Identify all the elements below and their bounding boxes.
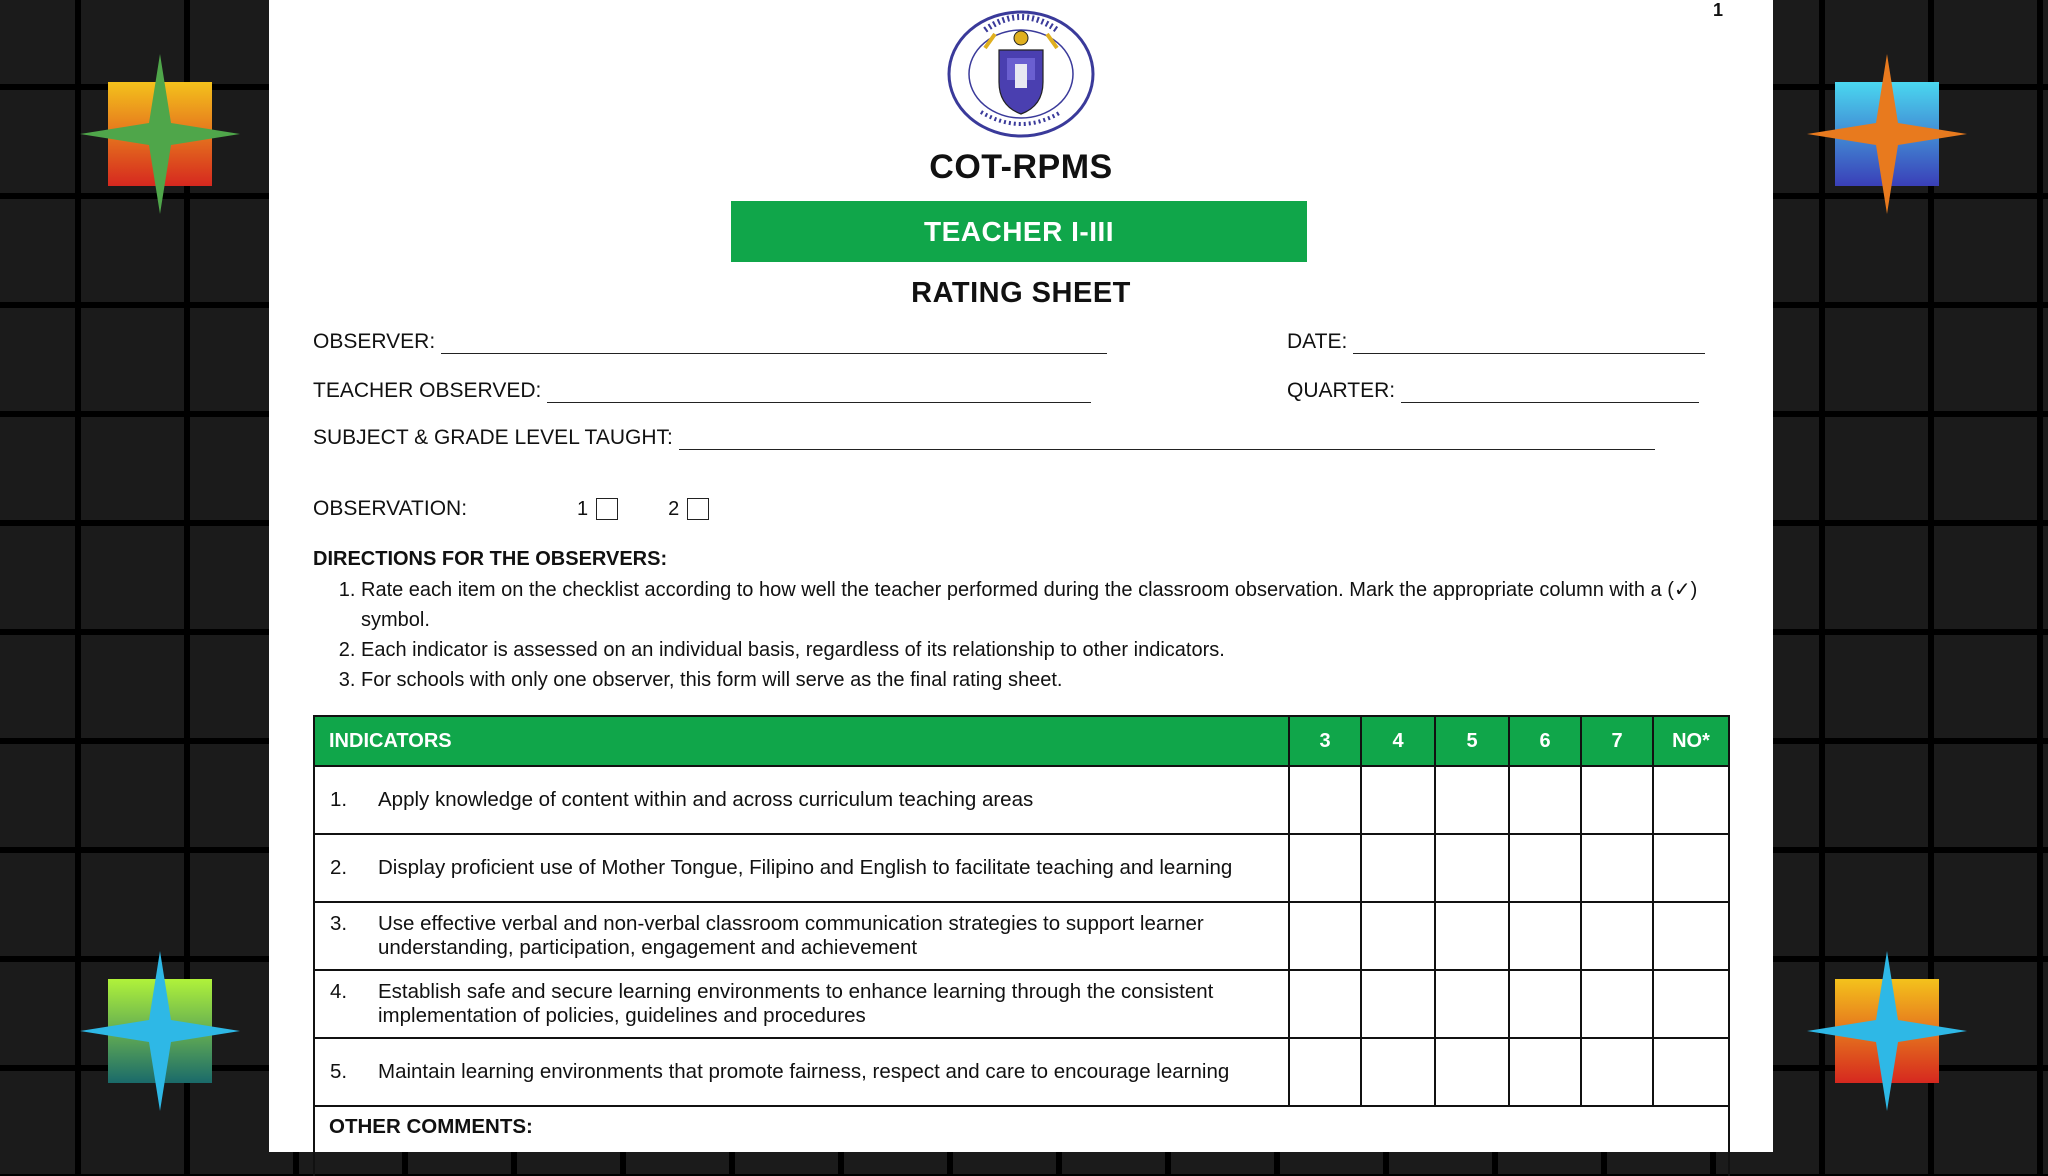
- rating-cell[interactable]: [1581, 834, 1653, 902]
- rating-cell[interactable]: [1435, 1038, 1509, 1106]
- observation-label: OBSERVATION:: [313, 497, 468, 520]
- table-row: [314, 1038, 1729, 1106]
- date-label: DATE:: [1287, 330, 1348, 353]
- rating-cell[interactable]: [1653, 1038, 1729, 1106]
- observer-input-line[interactable]: [441, 331, 1107, 354]
- four-point-star-icon: [1807, 951, 1967, 1111]
- table-row: [314, 834, 1729, 902]
- observation-1-checkbox[interactable]: [596, 498, 618, 520]
- indicator-text: Apply knowledge of content within and across curriculum teaching areas: [378, 788, 1034, 811]
- rating-cell[interactable]: [1289, 834, 1361, 902]
- other-comments-label: OTHER COMMENTS:: [329, 1115, 533, 1138]
- four-point-star-icon: [80, 951, 240, 1111]
- rating-cell[interactable]: [1581, 902, 1653, 970]
- observation-option-2-label: 2: [668, 497, 680, 520]
- indicator-text: Maintain learning environments that promote fairness, respect and care to encourage learning: [378, 1060, 1230, 1083]
- rating-cell[interactable]: [1581, 766, 1653, 834]
- rating-cell[interactable]: [1361, 834, 1435, 902]
- indicator-text: Display proficient use of Mother Tongue, Filipino and English to facilitate teaching and learning: [378, 856, 1233, 879]
- indicator-cell: [314, 902, 1289, 970]
- rating-cell[interactable]: [1509, 834, 1581, 902]
- rating-column-header-5: 5: [1435, 716, 1509, 766]
- sparkle-decoration-bottom-left: [80, 951, 240, 1111]
- indicator-text: Establish safe and secure learning environments to enhance learning through the consistent implementation of policies, guidelines and procedures: [378, 980, 1214, 1027]
- directions-list: [313, 575, 1733, 695]
- rating-cell[interactable]: [1509, 970, 1581, 1038]
- teacher-observed-input-line[interactable]: [547, 380, 1091, 403]
- indicator-cell: [314, 766, 1289, 834]
- indicator-number: 3.: [330, 912, 348, 935]
- directions-heading: DIRECTIONS FOR THE OBSERVERS:: [313, 548, 668, 570]
- rating-cell[interactable]: [1435, 970, 1509, 1038]
- observer-field[interactable]: [313, 330, 1107, 354]
- indicator-number: 4.: [330, 980, 348, 1003]
- rating-cell[interactable]: [1653, 834, 1729, 902]
- rating-sheet-document: [269, 0, 1773, 1152]
- rating-cell[interactable]: [1509, 902, 1581, 970]
- indicator-cell: [314, 834, 1289, 902]
- rating-cell[interactable]: [1435, 766, 1509, 834]
- rating-cell[interactable]: [1435, 834, 1509, 902]
- indicator-number: 2.: [330, 856, 348, 879]
- sparkle-decoration-top-right: [1807, 54, 1967, 214]
- rating-cell[interactable]: [1289, 970, 1361, 1038]
- page-number: 1: [1712, 0, 1723, 20]
- quarter-input-line[interactable]: [1401, 380, 1699, 403]
- rating-cell[interactable]: [1509, 766, 1581, 834]
- subject-grade-label: SUBJECT & GRADE LEVEL TAUGHT:: [313, 426, 673, 449]
- four-point-star-icon: [80, 54, 240, 214]
- rating-cell[interactable]: [1361, 970, 1435, 1038]
- indicator-cell: [314, 970, 1289, 1038]
- rating-column-header-3: 3: [1289, 716, 1361, 766]
- rating-cell[interactable]: [1361, 1038, 1435, 1106]
- direction-item: 3. For schools with only one observer, this form will serve as the final rating sheet.: [361, 665, 1733, 695]
- indicator-cell: [314, 1038, 1289, 1106]
- indicator-number: 1.: [330, 788, 348, 811]
- rating-cell[interactable]: [1653, 766, 1729, 834]
- observation-option-1[interactable]: [577, 498, 618, 521]
- directions-section: [313, 548, 1733, 695]
- observation-row: [313, 497, 709, 521]
- direction-item: 2. Each indicator is assessed on an individual basis, regardless of its relationship to other indicators.: [361, 635, 1733, 665]
- rating-column-header-6: 6: [1509, 716, 1581, 766]
- quarter-field[interactable]: [1287, 379, 1699, 403]
- rating-cell[interactable]: [1581, 1038, 1653, 1106]
- sparkle-decoration-top-left: [80, 54, 240, 214]
- observation-2-checkbox[interactable]: [687, 498, 709, 520]
- indicators-column-header: INDICATORS: [314, 716, 1289, 766]
- table-row: [314, 902, 1729, 970]
- indicator-text: Use effective verbal and non-verbal classroom communication strategies to support learner understanding, participation, engagement and achievement: [378, 912, 1204, 959]
- other-comments-row: [314, 1106, 1729, 1176]
- rating-cell[interactable]: [1653, 902, 1729, 970]
- rating-cell[interactable]: [1361, 902, 1435, 970]
- direction-item: 1. Rate each item on the checklist according to how well the teacher performed during the classroom observation. Mark the appropriate column with a (✓) symbol.: [361, 575, 1733, 635]
- observer-label: OBSERVER:: [313, 330, 436, 353]
- date-field[interactable]: [1287, 330, 1705, 354]
- rating-cell[interactable]: [1581, 970, 1653, 1038]
- rating-column-header-4: 4: [1361, 716, 1435, 766]
- deped-seal-logo: [945, 8, 1097, 140]
- table-header-row: [314, 716, 1729, 766]
- indicator-number: 5.: [330, 1060, 348, 1083]
- rating-cell[interactable]: [1361, 766, 1435, 834]
- document-title: COT-RPMS: [929, 148, 1113, 186]
- rating-cell[interactable]: [1289, 1038, 1361, 1106]
- quarter-label: QUARTER:: [1287, 379, 1396, 402]
- teacher-observed-label: TEACHER OBSERVED:: [313, 379, 542, 402]
- four-point-star-icon: [1807, 54, 1967, 214]
- indicators-table: [313, 715, 1730, 1176]
- table-row: [314, 766, 1729, 834]
- rating-cell[interactable]: [1289, 902, 1361, 970]
- other-comments-cell[interactable]: [314, 1106, 1729, 1176]
- rating-column-header-7: 7: [1581, 716, 1653, 766]
- table-row: [314, 970, 1729, 1038]
- sparkle-decoration-bottom-right: [1807, 951, 1967, 1111]
- date-input-line[interactable]: [1353, 331, 1705, 354]
- document-subtitle: RATING SHEET: [911, 277, 1131, 309]
- observation-option-2[interactable]: [668, 498, 709, 521]
- rating-cell[interactable]: [1289, 766, 1361, 834]
- rating-cell[interactable]: [1435, 902, 1509, 970]
- rating-cell[interactable]: [1509, 1038, 1581, 1106]
- subject-grade-field[interactable]: [313, 426, 1655, 450]
- rating-column-header-no: NO*: [1653, 716, 1729, 766]
- subject-grade-input-line[interactable]: [679, 427, 1655, 450]
- position-banner: TEACHER I-III: [731, 201, 1307, 262]
- observation-option-1-label: 1: [577, 497, 589, 520]
- rating-cell[interactable]: [1653, 970, 1729, 1038]
- teacher-observed-field[interactable]: [313, 379, 1091, 403]
